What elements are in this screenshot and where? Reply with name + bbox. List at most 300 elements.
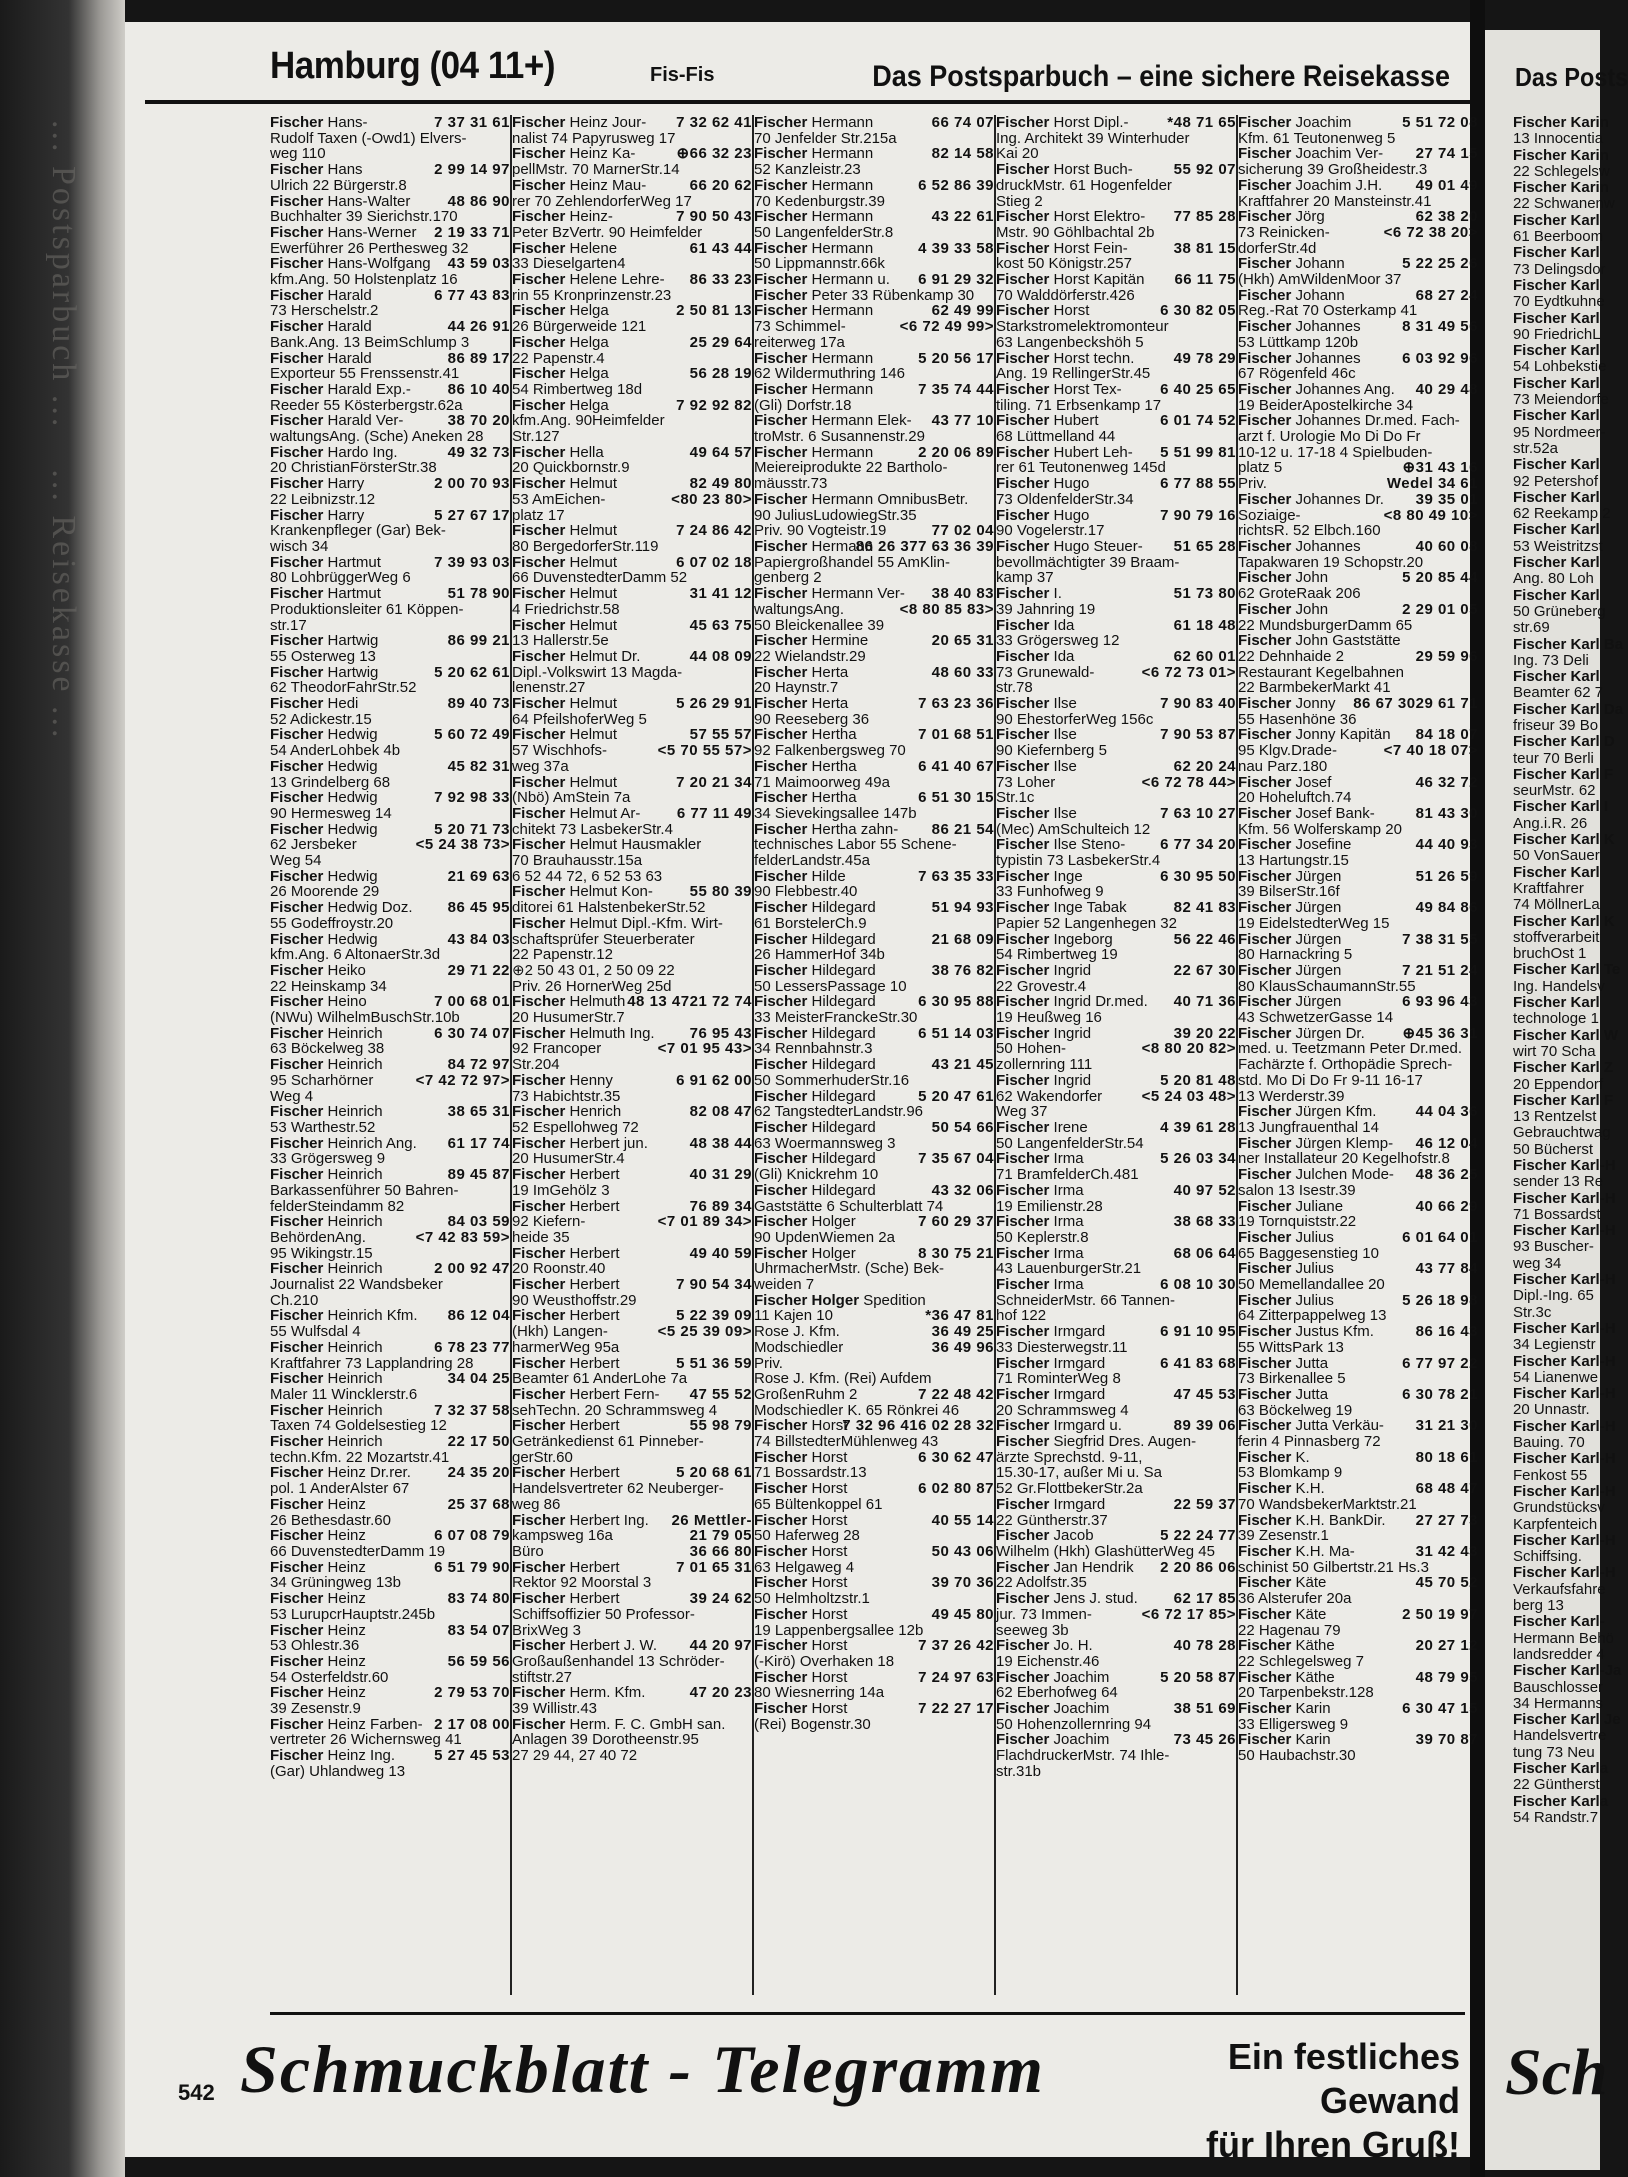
- phone-number: 47 20 23: [689, 1684, 752, 1702]
- directory-entry-line: [996, 1418, 1236, 1434]
- phone-number: 5 26 18 98: [1402, 1291, 1478, 1309]
- adjacent-page-line: 62 Reekamp 2: [1513, 505, 1611, 523]
- directory-entry-line: [996, 884, 1236, 900]
- phone-number: 31 21 30: [1415, 1417, 1478, 1435]
- surname: Fischer: [1238, 145, 1292, 163]
- entry-text: Harry: [327, 475, 365, 493]
- directory-entry-line: [512, 1513, 752, 1529]
- adjacent-page-line: teur 70 Berli: [1513, 749, 1594, 767]
- entry-text: 26 Bethesdastr.60: [270, 1511, 391, 1529]
- phone-number: 5 20 47 61: [918, 1087, 994, 1105]
- directory-entry-line: [996, 570, 1236, 586]
- adjacent-page-line: Fischer Karin: [1513, 146, 1609, 164]
- surname: Fischer: [754, 286, 808, 304]
- directory-entry-line: [996, 1701, 1236, 1717]
- entry-text: Priv. 26 HornerWeg 25d: [512, 977, 672, 995]
- directory-entry-line: [1238, 649, 1478, 665]
- phone-number: *36 47 81: [925, 1307, 994, 1325]
- entry-text: 19 EidelstedterWeg 15: [1238, 914, 1390, 932]
- footer-ad-line: Ein festliches Gewand: [1227, 2036, 1460, 2121]
- phone-number: 45 63 75: [689, 616, 752, 634]
- footer-rule: [270, 2012, 1465, 2015]
- phone-number: 6 30 95 88: [918, 993, 994, 1011]
- surname: Fischer: [754, 490, 808, 508]
- phone-number: 56 28 19: [689, 365, 752, 383]
- entry-text: technisches Labor 55 Schene-: [754, 836, 957, 854]
- entry-text: 43 SchwetzerGasse 14: [1238, 1009, 1394, 1027]
- directory-entry-line: [270, 1230, 510, 1246]
- phone-number: 6 52 86 39: [918, 176, 994, 194]
- surname: Fischer: [996, 930, 1050, 948]
- directory-entry-line: [512, 884, 752, 900]
- directory-entry-line: [270, 508, 510, 524]
- phone-number: 34 04 25: [447, 1370, 510, 1388]
- entry-text: kfm.Ang. 90Heimfelder: [512, 412, 665, 430]
- directory-entry-line: [1238, 1638, 1478, 1654]
- entry-text: wisch 34: [270, 537, 329, 555]
- directory-entry-line: [512, 429, 752, 445]
- surname: Fischer: [512, 993, 566, 1011]
- directory-entry-line: [1238, 1010, 1478, 1026]
- directory-entry-line: [754, 225, 994, 241]
- directory-entry-line: [512, 1481, 752, 1497]
- phone-number: 47 55 52: [689, 1385, 752, 1403]
- directory-entry-line: [754, 1230, 994, 1246]
- directory-entry-line: [996, 1748, 1236, 1764]
- entry-text: Restaurant Kegelbahnen: [1238, 663, 1404, 681]
- entry-text: Ilse: [1053, 726, 1077, 744]
- entry-text: Jutta Verkäu-: [1295, 1417, 1384, 1435]
- directory-entry-line: [1238, 979, 1478, 995]
- entry-text: Herbert J. W.: [569, 1637, 658, 1655]
- directory-entry-line: [754, 1293, 994, 1309]
- directory-entry-line: [754, 570, 994, 586]
- phone-number: 6 77 43 83: [434, 286, 510, 304]
- directory-entry-line: [1238, 162, 1478, 178]
- directory-entry-line: [996, 1591, 1236, 1607]
- entry-text: Julius: [1295, 1291, 1334, 1309]
- directory-entry-line: [270, 727, 510, 743]
- adjacent-page-line: 20 Eppendorf: [1513, 1075, 1604, 1093]
- directory-entry-line: [996, 1717, 1236, 1733]
- entry-text: Herbert: [569, 1558, 620, 1576]
- phone-number: 68 27 24: [1415, 286, 1478, 304]
- directory-entry-line: [270, 303, 510, 319]
- directory-entry-line: [754, 979, 994, 995]
- directory-entry-line: [996, 1199, 1236, 1215]
- surname: Fischer: [512, 522, 566, 540]
- entry-text: Hans-Wolfgang: [327, 255, 431, 273]
- surname: Fischer: [512, 695, 566, 713]
- surname: Fischer: [754, 663, 808, 681]
- phone-number: 49 64 57: [689, 443, 752, 461]
- directory-entry-line: [270, 759, 510, 775]
- surname: Fischer: [512, 1464, 566, 1482]
- directory-entry-line: [512, 633, 752, 649]
- entry-text: 63 Woermannsweg 3: [754, 1134, 896, 1152]
- directory-entry-line: [512, 1575, 752, 1591]
- directory-entry-line: [996, 1136, 1236, 1152]
- surname: Fischer: [270, 1590, 324, 1608]
- phone-number: 5 22 25 26: [1402, 255, 1478, 273]
- entry-text: Soziaige-: [1238, 506, 1301, 524]
- directory-entry-line: [512, 727, 752, 743]
- directory-entry-line: [270, 445, 510, 461]
- entry-text: weg 86: [512, 1495, 561, 1513]
- surname: Fischer: [754, 961, 808, 979]
- adjacent-page-line: 54 Lohbekstie: [1513, 358, 1607, 376]
- surname: Fischer: [996, 899, 1050, 917]
- directory-entry-line: [512, 209, 752, 225]
- adjacent-page-column: [1513, 114, 1624, 2005]
- directory-entry-line: [996, 618, 1236, 634]
- surname: Fischer: [270, 223, 324, 241]
- phone-number: 36 49 96: [931, 1338, 994, 1356]
- entry-text: Heinz Mau-: [569, 176, 647, 194]
- entry-text: weg 37a: [512, 757, 569, 775]
- entry-text: Ilse: [1053, 757, 1077, 775]
- entry-text: std. Mo Di Do Fr 9-11 16-17: [1238, 1071, 1423, 1089]
- phone-number: 38 76 82: [931, 961, 994, 979]
- directory-entry-line: [996, 853, 1236, 869]
- surname: Fischer: [270, 1433, 324, 1451]
- entry-text: Helmuth: [569, 993, 626, 1011]
- phone-number: 38 81 15: [1173, 239, 1236, 257]
- entry-text: Hans-: [327, 114, 368, 131]
- directory-entry-line: [754, 1277, 994, 1293]
- directory-entry-line: [754, 1199, 994, 1215]
- phone-number: 21 72 74: [689, 993, 752, 1011]
- directory-entry-line: [996, 1104, 1236, 1120]
- surname: Fischer: [512, 333, 566, 351]
- entry-text: Herbert: [569, 1244, 620, 1262]
- entry-text: Heinrich: [327, 1260, 383, 1278]
- directory-entry-line: [512, 1214, 752, 1230]
- entry-text: Herbert jun.: [569, 1134, 648, 1152]
- directory-entry-line: [1238, 1513, 1478, 1529]
- surname: Fischer: [754, 632, 808, 650]
- entry-text: 63 Böckelweg 19: [1238, 1401, 1353, 1419]
- adjacent-page-line: 50 Bücherst: [1513, 1140, 1594, 1158]
- surname: Fischer: [754, 380, 808, 398]
- directory-entry-line: [1238, 633, 1478, 649]
- directory-entry-line: [754, 1544, 994, 1560]
- directory-entry-line: [512, 1167, 752, 1183]
- directory-entry-line: [1238, 853, 1478, 869]
- entry-text: Herta: [811, 663, 849, 681]
- phone-number: 39 70 87: [1415, 1731, 1478, 1749]
- directory-entry-line: [996, 994, 1236, 1010]
- adjacent-page-line: Ing. Handelsv: [1513, 977, 1605, 995]
- directory-entry-line: [270, 1544, 510, 1560]
- entry-text: Kfm. 56 Wolferskamp 20: [1238, 820, 1402, 838]
- phone-number: <7 40 18 07>: [1383, 742, 1478, 760]
- entry-text: Joachim: [1295, 114, 1352, 131]
- surname: Fischer: [996, 1244, 1050, 1262]
- entry-text: Hermann: [811, 208, 874, 226]
- phone-number: 5 27 45 53: [434, 1747, 510, 1765]
- phone-number: 27 27 73: [1415, 1511, 1478, 1529]
- phone-number: 29 71 22: [447, 961, 510, 979]
- directory-entry-line: [512, 1434, 752, 1450]
- entry-text: Heinz Ing.: [327, 1747, 396, 1765]
- entry-text: Priv.: [754, 1354, 783, 1372]
- phone-number: 55 80 39: [689, 883, 752, 901]
- directory-entry-line: [270, 822, 510, 838]
- entry-text: Kfm. 61 Teutonenweg 5: [1238, 129, 1396, 147]
- directory-entry-line: [996, 696, 1236, 712]
- surname: Fischer: [512, 1354, 566, 1372]
- entry-text: Irma: [1053, 1244, 1084, 1262]
- header-rule: [145, 100, 1470, 104]
- directory-entry-line: [270, 1214, 510, 1230]
- surname: Fischer: [996, 208, 1050, 226]
- phone-number: 5 51 99 81: [1160, 443, 1236, 461]
- directory-entry-line: [1238, 335, 1478, 351]
- directory-entry-line: [270, 853, 510, 869]
- phone-number: 26 Mettler-: [671, 1511, 752, 1529]
- surname: Fischer: [270, 1166, 324, 1184]
- entry-text: Helga: [569, 302, 609, 320]
- directory-entry-line: [996, 1026, 1236, 1042]
- surname: Fischer: [1238, 1448, 1292, 1466]
- directory-entry-line: [512, 1403, 752, 1419]
- directory-entry-line: [512, 1010, 752, 1026]
- surname: Fischer: [754, 1056, 808, 1074]
- surname: Fischer: [754, 1181, 808, 1199]
- phone-number: 51 73 80: [1173, 585, 1236, 603]
- adjacent-page-line: Kraftfahrer: [1513, 879, 1584, 897]
- directory-entry-line: [1238, 1528, 1478, 1544]
- entry-text: 50 Helmholtzstr.1: [754, 1590, 870, 1608]
- surname: Fischer: [270, 820, 324, 838]
- entry-text: Hertha: [811, 726, 857, 744]
- directory-entry-line: [512, 1026, 752, 1042]
- adjacent-page-line: 13 Innocentia: [1513, 130, 1604, 148]
- entry-text: Peter 33 Rübenkamp 30: [811, 286, 975, 304]
- entry-text: Gaststätte 6 Schulterblatt 74: [754, 1197, 944, 1215]
- directory-entry-line: [270, 1591, 510, 1607]
- entry-text: Helmut: [569, 616, 618, 634]
- entry-text: Mstr. 90 Göhlbachtal 2b: [996, 223, 1155, 241]
- directory-entry-line: [996, 555, 1236, 571]
- directory-entry-line: [754, 900, 994, 916]
- directory-entry-line: [270, 1434, 510, 1450]
- directory-entry-line: [754, 1073, 994, 1089]
- phone-number: 76 95 43: [689, 1024, 752, 1042]
- entry-text: Hermann: [811, 114, 874, 131]
- entry-text: Hildegard: [811, 1150, 876, 1168]
- entry-text: 34 Grüningweg 13b: [270, 1574, 401, 1592]
- entry-text: K.H. BankDir.: [1295, 1511, 1386, 1529]
- directory-entry-line: [996, 1246, 1236, 1262]
- adjacent-page-line: Fischer Karl: [1513, 309, 1600, 327]
- adjacent-page-line: Fischer Karl-H: [1513, 1319, 1616, 1337]
- directory-entry-line: [996, 712, 1236, 728]
- entry-text: Büro: [512, 1542, 544, 1560]
- entry-text: 66 DuvenstedterDamm 52: [512, 569, 688, 587]
- surname: Fischer: [1238, 1166, 1292, 1184]
- surname: Fischer: [1238, 1511, 1292, 1529]
- adjacent-page-footer: Sch: [1505, 2036, 1608, 2109]
- surname: Fischer: [754, 1574, 808, 1592]
- surname: Fischer: [1238, 1354, 1292, 1372]
- directory-entry-line: [754, 602, 994, 618]
- entry-text: pol. 1 AnderAlster 67: [270, 1480, 410, 1498]
- adjacent-page-line: Fischer Karl-H: [1513, 1450, 1616, 1468]
- surname: Fischer: [270, 1307, 324, 1325]
- phone-number: 5 26 29 91: [676, 695, 752, 713]
- directory-entry-line: [270, 366, 510, 382]
- surname: Fischer: [1238, 412, 1292, 430]
- entry-text: 50 LessersPassage 10: [754, 977, 907, 995]
- surname: Fischer: [270, 1747, 324, 1765]
- entry-text: 27 29 44, 27 40 72: [512, 1747, 638, 1765]
- surname: Fischer: [512, 1385, 566, 1403]
- entry-text: 90 Flebbestr.40: [754, 883, 858, 901]
- directory-entry-line: [996, 586, 1236, 602]
- entry-text: Inge: [1053, 867, 1083, 885]
- directory-entry-line: [996, 1732, 1236, 1748]
- entry-text: 22 BarmbekerMarkt 41: [1238, 679, 1391, 697]
- directory-entry-line: [270, 1089, 510, 1105]
- book-edge: [0, 0, 125, 2177]
- entry-text: 50 Bleickenallee 39: [754, 616, 885, 634]
- directory-entry-line: [270, 1701, 510, 1717]
- directory-entry-line: [996, 1403, 1236, 1419]
- entry-text: Heinrich: [327, 1338, 383, 1356]
- directory-entry-line: [512, 1277, 752, 1293]
- entry-text: Modschiedler K. 65 Rönkrei 46: [754, 1401, 960, 1419]
- surname: Fischer: [1238, 804, 1292, 822]
- adjacent-page-line: 13 Rentzelst: [1513, 1108, 1597, 1126]
- entry-text: 13 Hartungstr.15: [1238, 852, 1349, 870]
- directory-entry-line: [1238, 1670, 1478, 1686]
- phone-number: 2 00 92 47: [434, 1260, 510, 1278]
- entry-text: 39 Willistr.43: [512, 1700, 598, 1718]
- directory-entry-line: [996, 1041, 1236, 1057]
- entry-text: Peter BzVertr. 90 Heimfelder: [512, 223, 703, 241]
- phone-number: 7 21 51 24: [1402, 961, 1478, 979]
- entry-text: Hugo: [1053, 506, 1090, 524]
- surname: Fischer: [1238, 695, 1292, 713]
- phone-number: 5 51 72 08: [1402, 114, 1478, 131]
- directory-entry-line: [270, 806, 510, 822]
- directory-entry-line: [270, 492, 510, 508]
- phone-number: 38 40 83: [931, 585, 994, 603]
- adjacent-page-line: Fischer Karl: [1513, 521, 1600, 539]
- surname: Fischer: [512, 836, 566, 854]
- surname: Fischer: [754, 176, 808, 194]
- directory-entry-line: [270, 115, 510, 131]
- surname: Fischer: [1238, 1291, 1292, 1309]
- phone-number: 7 22 48 42: [918, 1385, 994, 1403]
- entry-text: platz 5: [1238, 459, 1283, 477]
- directory-entry-line: [754, 1261, 994, 1277]
- directory-entry-line: [512, 539, 752, 555]
- entry-text: Stieg 2: [996, 192, 1043, 210]
- adjacent-page-line: Schiffsing.: [1513, 1548, 1582, 1566]
- phone-number: 5 22 39 09: [676, 1307, 752, 1325]
- surname: Fischer: [512, 396, 566, 414]
- adjacent-page-line: berg 13: [1513, 1597, 1564, 1615]
- surname: Fischer: [1238, 1260, 1292, 1278]
- phone-number: <6 72 49 99>: [899, 318, 994, 336]
- directory-entry-line: [270, 665, 510, 681]
- directory-entry-line: [996, 460, 1236, 476]
- directory-entry-line: [996, 1450, 1236, 1466]
- adjacent-page-line: Fischer Karl: [1513, 586, 1600, 604]
- entry-text: 19 Tornquiststr.22: [1238, 1213, 1357, 1231]
- surname: Fischer: [512, 1715, 566, 1733]
- directory-entry-line: [512, 743, 752, 759]
- entry-text: Jo. H.: [1053, 1637, 1093, 1655]
- directory-entry-line: [754, 1356, 994, 1372]
- entry-text: Jutta: [1295, 1385, 1329, 1403]
- surname: Fischer: [270, 1401, 324, 1419]
- phone-number: 6 77 11 49: [676, 804, 752, 822]
- directory-entry-line: [512, 916, 752, 932]
- phone-number: 7 37 31 61: [434, 114, 510, 131]
- directory-entry-line: [1238, 1560, 1478, 1576]
- phone-number: 7 38 31 55: [1402, 930, 1478, 948]
- surname: Fischer: [270, 726, 324, 744]
- surname: Fischer: [996, 867, 1050, 885]
- directory-entry-line: [270, 1324, 510, 1340]
- surname: Fischer: [270, 1495, 324, 1513]
- adjacent-page-line: Karpfenteich: [1513, 1515, 1598, 1533]
- directory-entry-line: [1238, 1183, 1478, 1199]
- directory-entry-line: [1238, 932, 1478, 948]
- directory-entry-line: [270, 319, 510, 335]
- entry-text: str.78: [996, 679, 1033, 697]
- phone-number: 84 72 97: [447, 1056, 510, 1074]
- directory-entry-line: [270, 1560, 510, 1576]
- surname: Fischer: [270, 380, 324, 398]
- directory-entry-line: [1238, 131, 1478, 147]
- phone-number: 48 13 47: [627, 993, 690, 1011]
- entry-text: 11 Kajen 10: [754, 1307, 833, 1325]
- entry-text: 62 Wakendorfer: [996, 1087, 1103, 1105]
- adjacent-page-line: 92 Petershof: [1513, 472, 1599, 490]
- phone-number: 43 22 61: [931, 208, 994, 226]
- surname: Fischer: [512, 1417, 566, 1435]
- adjacent-page-line: Fischer Karl: [1513, 276, 1600, 294]
- entry-text: Johannes: [1295, 318, 1361, 336]
- phone-number: 6 91 29 32: [918, 271, 994, 289]
- entry-text: Dipl.-Volkswirt 13 Magda-: [512, 663, 683, 681]
- entry-text: 13 Grindelberg 68: [270, 773, 391, 791]
- adjacent-page-line: Beamter 62 7: [1513, 684, 1604, 702]
- surname: Fischer: [754, 271, 808, 289]
- adjacent-page-line: Fischer Karl-H: [1513, 1417, 1616, 1435]
- adjacent-page-line: technologe 1: [1513, 1010, 1599, 1028]
- surname: Fischer: [996, 1323, 1050, 1341]
- phone-number: 6 41 83 68: [1160, 1354, 1236, 1372]
- directory-entry-line: [1238, 1308, 1478, 1324]
- entry-text: Helga: [569, 333, 609, 351]
- adjacent-page-line: Dipl.-Ing. 65: [1513, 1287, 1594, 1305]
- directory-entry-line: [1238, 1623, 1478, 1639]
- directory-entry-line: [1238, 1073, 1478, 1089]
- surname: Fischer: [754, 1511, 808, 1529]
- surname: Fischer: [512, 1637, 566, 1655]
- directory-entry-line: [1238, 1481, 1478, 1497]
- directory-entry-line: [270, 1261, 510, 1277]
- directory-entry-line: [996, 162, 1236, 178]
- directory-entry-line: [996, 1214, 1236, 1230]
- phone-number: 2 99 14 97: [434, 161, 510, 179]
